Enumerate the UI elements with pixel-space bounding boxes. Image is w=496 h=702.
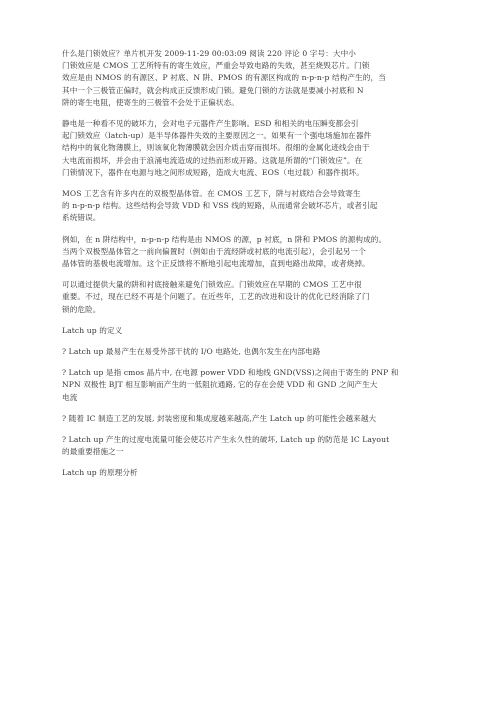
text-line: ? Latch up 是指 cmos 晶片中, 在电源 power VDD 和地线 GND(VSS)之间由于寄生的 PNP 和 bbox=[62, 368, 399, 378]
text-line: 重要。不过，现在已经不再是个问题了。在近些年，工艺的改进和设计的优化已经消除了门 bbox=[62, 292, 370, 302]
text-line: 其中一个三极管正偏时，就会构成正反馈形成门锁。避免门锁的方法就是要减小衬底和 N bbox=[62, 85, 364, 95]
text-line: 系统错误。 bbox=[62, 213, 101, 223]
paragraph bbox=[62, 279, 434, 316]
text-line: 起门锁效应（latch-up）是半导体器件失效的主要原因之一。如果有一个强电场施加在器件 bbox=[62, 131, 372, 141]
text-line: MOS 工艺含有许多内在的双极型晶体管。在 CMOS 工艺下，阱与衬底结合会导致寄生 bbox=[62, 189, 361, 199]
paragraph bbox=[62, 434, 434, 458]
paragraph bbox=[62, 118, 434, 179]
text-line: 结构中的氧化物薄膜上，则该氧化物薄膜就会因介质击穿而损坏。很细的金属化迹线会由于 bbox=[62, 143, 370, 153]
text-line: 静电是一种看不见的破坏力，会对电子元器件产生影响。ESD 和相关的电压瞬变都会引 bbox=[62, 119, 359, 129]
text-line: Latch up 的原理分析 bbox=[62, 468, 138, 478]
text-line: 当两个双极型晶体管之一前向偏置时（例如由于流经阱或衬底的电流引起），会引起另一个 bbox=[62, 246, 366, 256]
text-line: NPN 双极性 BJT 相互影响而产生的一低阻抗通路, 它的存在会使 VDD 和 GND 之间产生大 bbox=[62, 380, 378, 390]
text-line: 什么是门锁效应？单片机开发 2009-11-29 00:03:09 阅读 220 评论 0 字号：大中小 bbox=[62, 49, 356, 58]
paragraph bbox=[62, 234, 434, 271]
text-line: 可以通过提供大量的阱和衬底接触来避免门锁效应。门锁效应在早期的 CMOS 工艺中很 bbox=[62, 280, 362, 290]
paragraph bbox=[62, 467, 434, 479]
text-line: 门锁情况下，器件在电源与地之间形成短路，造成大电流、EOS（电过载）和器件损坏。 bbox=[62, 167, 364, 177]
paragraph bbox=[62, 346, 434, 358]
text-line: 例如，在 n 阱结构中，n-p-n-p 结构是由 NMOS 的源，p 衬底，n 阱和 PMOS 的源构成的。 bbox=[62, 234, 387, 244]
paragraph bbox=[62, 413, 434, 425]
paragraph bbox=[62, 325, 434, 337]
paragraph bbox=[62, 48, 434, 109]
text-line: 的最重要措施之一 bbox=[62, 447, 124, 457]
text-line: 效应是由 NMOS 的有源区、P 衬底、N 阱、PMOS 的有源区构成的 n-p-n-p 结构产生的，当 bbox=[62, 73, 386, 83]
text-line: 的 n-p-n-p 结构。这些结构会导致 VDD 和 VSS 线的短路，从而通常会破坏芯片，或者引起 bbox=[62, 201, 378, 211]
text-line: 晶体管的基极电流增加。这个正反馈将不断地引起电流增加，直到电路出故障，或者烧掉。 bbox=[62, 259, 370, 269]
text-line: ? Latch up 产生的过度电流量可能会使芯片产生永久性的破坏, Latch up 的防范是 IC Layout bbox=[62, 435, 390, 445]
paragraph bbox=[62, 367, 434, 404]
text-line: 电流 bbox=[62, 392, 78, 402]
text-line: 锁的危险。 bbox=[62, 304, 101, 314]
text-line: ? 随着 IC 制造工艺的发展, 封装密度和集成度越来越高,产生 Latch up 的可能性会越来越大 bbox=[62, 413, 377, 423]
text-line: 大电流而损坏，并会由于浪涌电流造成的过热而形成开路。这就是所谓的“门锁效应”。在 bbox=[62, 155, 363, 165]
paragraph bbox=[62, 188, 434, 225]
text-line: 门锁效应是 CMOS 工艺所特有的寄生效应，严重会导致电路的失效，甚至烧毁芯片。门锁 bbox=[62, 61, 370, 71]
text-line: 阱的寄生电阻，使寄生的三极管不会处于正偏状态。 bbox=[62, 97, 239, 107]
text-line: ? Latch up 最易产生在易受外部干扰的 I/O 电路处, 也偶尔发生在内部电路 bbox=[62, 347, 321, 357]
document-body bbox=[62, 48, 434, 480]
text-line: Latch up 的定义 bbox=[62, 325, 123, 335]
